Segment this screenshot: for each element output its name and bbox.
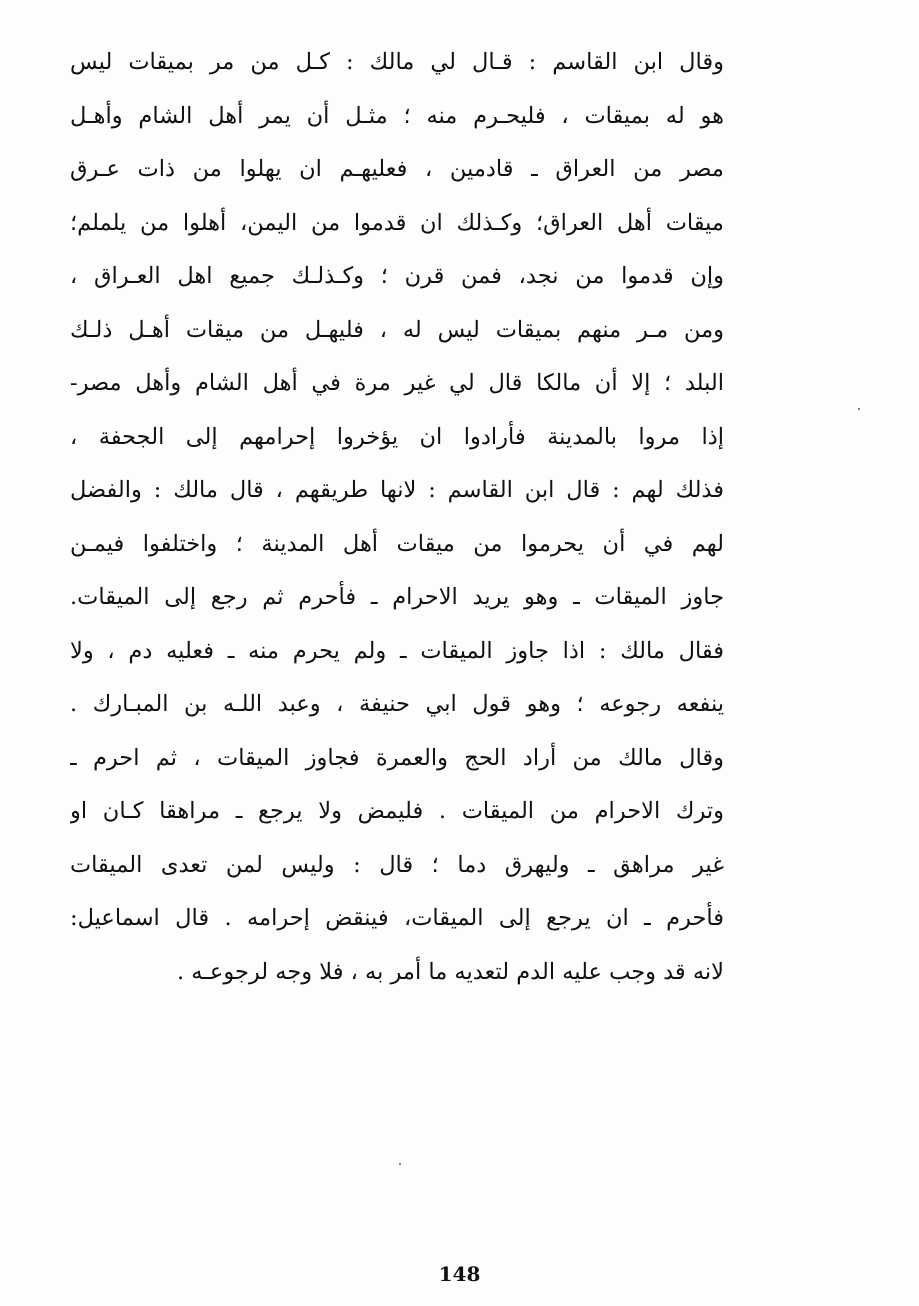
- text-line: جاوز الميقات ـ وهو يريد الاحرام ـ فأحرم ثم رجع إلى الميقات.: [70, 584, 724, 610]
- text-line: ميقات أهل العراق؛ وكـذلك ان قدموا من اليمن، أهلوا من يلملم؛: [70, 209, 724, 236]
- text-line: وترك الاحرام من الميقات . فليمض ولا يرجع ـ مراهقا كـان او: [70, 798, 724, 824]
- text-line: فأحرم ـ ان يرجع إلى الميقات، فينقض إحرامه . قال اسماعيل:: [70, 905, 724, 931]
- text-line: ومن مـر منهم بميقات ليس له ، فليهـل من ميقات أهـل ذلـك: [70, 316, 724, 343]
- text-line: إذا مروا بالمدينة فأرادوا ان يؤخروا إحرامهم إلى الجحفة ،: [70, 423, 724, 450]
- text-line: مصر من العراق ـ قادمين ، فعليهـم ان يهلوا من ذات عـرق: [70, 156, 724, 182]
- text-line: فقال مالك : اذا جاوز الميقات ـ ولم يحرم منه ـ فعليه دم ، ولا: [70, 637, 724, 664]
- scan-speck: [399, 1163, 401, 1165]
- text-line: وقال ابن القاسم : قـال لي مالك : كـل من مر بميقات ليس: [70, 49, 724, 75]
- text-line: وإن قدموا من نجد، فمن قرن ؛ وكـذلـك جميع اهل العـراق ،: [70, 263, 724, 289]
- text-line: لانه قد وجب عليه الدم لتعديه ما أمر به ، فلا وجه لرجوعـه .: [176, 958, 724, 985]
- text-line: فذلك لهم : قال ابن القاسم : لانها طريقهم ، قال مالك : والفضل: [70, 477, 724, 503]
- text-line: وقال مالك من أراد الحج والعمرة فجاوز الميقات ، ثم احرم ـ: [70, 744, 724, 771]
- text-line: البلد ؛ إلا أن مالكا قال لي غير مرة في أهل الشام وأهل مصر-: [70, 370, 724, 396]
- text-line: هو له بميقات ، فليحـرم منه ؛ مثـل أن يمر أهل الشام وأهـل: [70, 102, 724, 129]
- text-line: غير مراهق ـ وليهرق دما ؛ قال : وليس لمن تعدى الميقات: [70, 851, 724, 878]
- scan-speck: [858, 408, 860, 410]
- body-text: [70, 36, 724, 999]
- text-line: لهم في أن يحرموا من ميقات أهل المدينة ؛ واختلفوا فيمـن: [70, 530, 724, 557]
- text-line: ينفعه رجوعه ؛ وهو قول ابي حنيفة ، وعبد اللـه بن المبـارك .: [70, 691, 724, 717]
- page-number: 148: [438, 1262, 481, 1286]
